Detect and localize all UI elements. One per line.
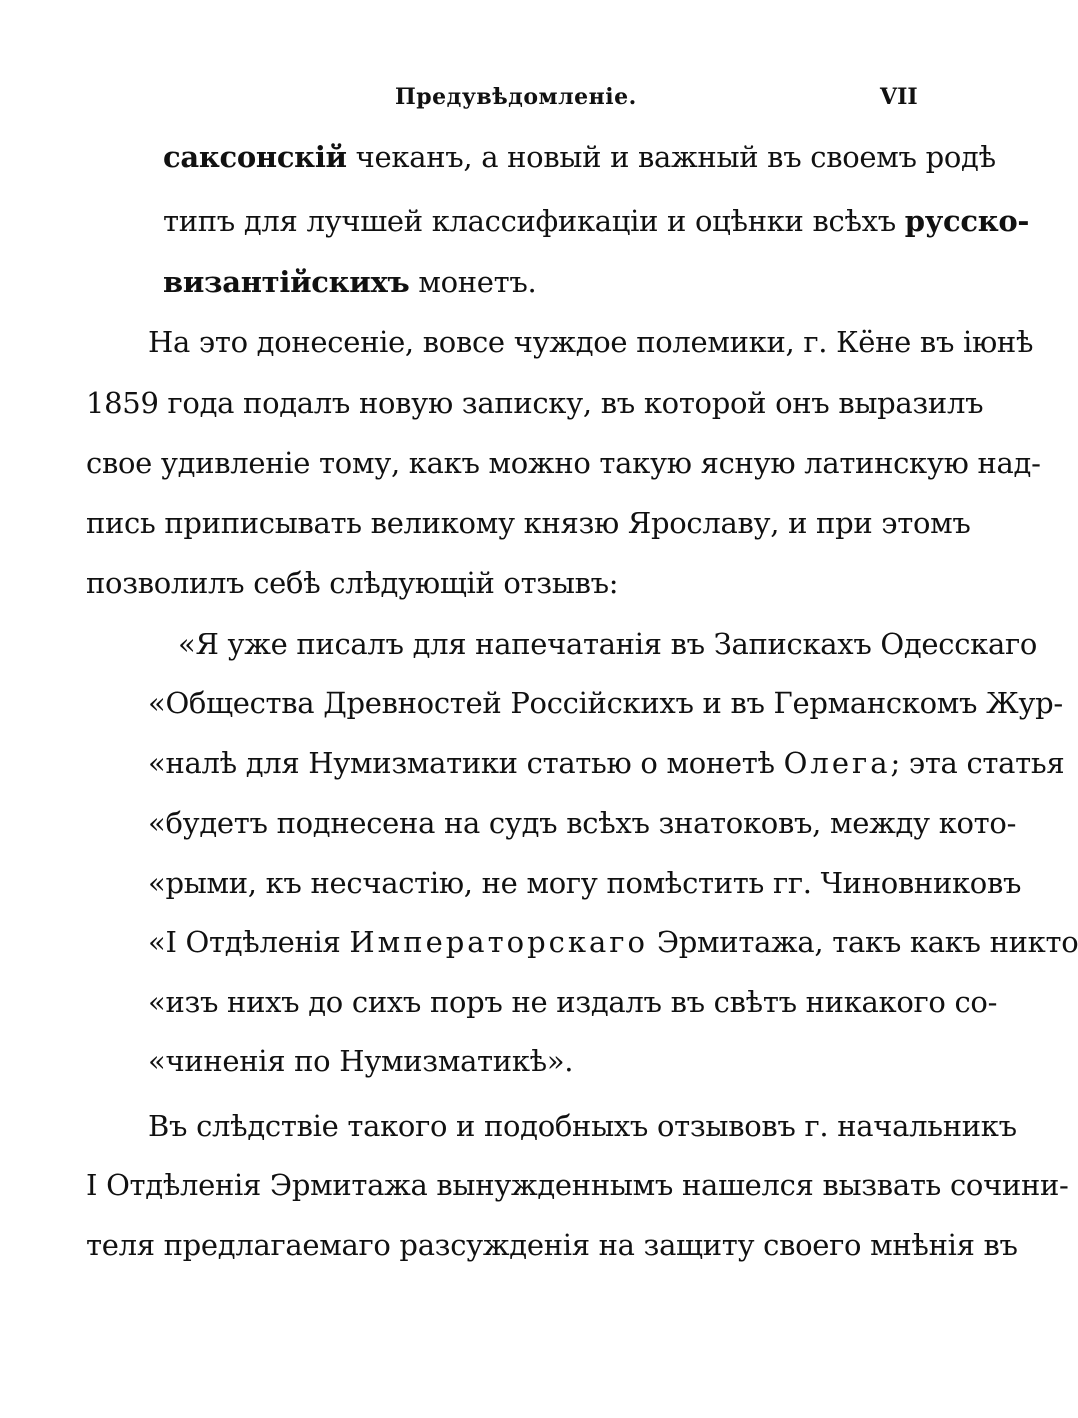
text-line bbox=[163, 201, 1030, 241]
page-number: VII bbox=[880, 84, 918, 110]
running-title: Предувѣдомленіе. bbox=[395, 84, 637, 110]
text-line: свое удивленіе тому, какъ можно такую ясную латинскую над- bbox=[86, 446, 1041, 480]
text-line: На это донесеніе, вовсе чуждое полемики, г. Кёне въ іюнѣ bbox=[148, 325, 1034, 359]
spaced-name: Императорскаго bbox=[349, 925, 648, 959]
spaced-name: Олега bbox=[783, 746, 891, 780]
text-line: теля предлагаемаго разсужденія на защиту своего мнѣнія въ bbox=[86, 1228, 1018, 1262]
text-run: Эрмитажа, такъ какъ никто bbox=[647, 925, 1078, 959]
text-line: Въ слѣдствіе такого и подобныхъ отзывовъ г. начальникъ bbox=[148, 1109, 1017, 1143]
text-run: «I Отдѣленія bbox=[148, 925, 350, 959]
text-run: чеканъ, а новый и важный въ своемъ родѣ bbox=[346, 140, 996, 174]
text-run: монетъ. bbox=[409, 265, 537, 299]
text-line: позволилъ себѣ слѣдующій отзывъ: bbox=[86, 566, 619, 600]
text-line bbox=[163, 262, 908, 302]
text-line: пись приписывать великому князю Ярославу, и при этомъ bbox=[86, 506, 971, 540]
quote-line: «чиненія по Нумизматикѣ». bbox=[148, 1044, 574, 1078]
quote-line bbox=[148, 922, 1078, 962]
bold-term: саксонскій bbox=[163, 140, 347, 174]
quote-line bbox=[148, 743, 1065, 783]
quote-line: «Я уже писалъ для напечатанія въ Запискахъ Одесскаго bbox=[178, 627, 1038, 661]
bold-term: русско- bbox=[904, 204, 1030, 238]
quote-line: «будетъ поднесена на судъ всѣхъ знатоковъ, между кото- bbox=[148, 806, 1017, 840]
quote-line: «Общества Древностей Россійскихъ и въ Германскомъ Жур- bbox=[148, 686, 1063, 720]
text-run: «налѣ для Нумизматики статью о монетѣ bbox=[148, 746, 784, 780]
quote-line: «рыми, къ несчастію, не могу помѣстить гг. Чиновниковъ bbox=[148, 866, 1022, 900]
text-run: типъ для лучшей классификаціи и оцѣнки всѣхъ bbox=[163, 204, 905, 238]
text-line: I Отдѣленія Эрмитажа вынужденнымъ нашелся вызвать сочини- bbox=[86, 1168, 1069, 1202]
bold-term: византійскихъ bbox=[163, 265, 410, 299]
text-line: 1859 года подалъ новую записку, въ которой онъ выразилъ bbox=[86, 386, 984, 420]
quote-line: «изъ нихъ до сихъ поръ не издалъ въ свѣтъ никакого со- bbox=[148, 985, 998, 1019]
text-line bbox=[163, 137, 996, 177]
text-run: ; эта статья bbox=[890, 746, 1065, 780]
